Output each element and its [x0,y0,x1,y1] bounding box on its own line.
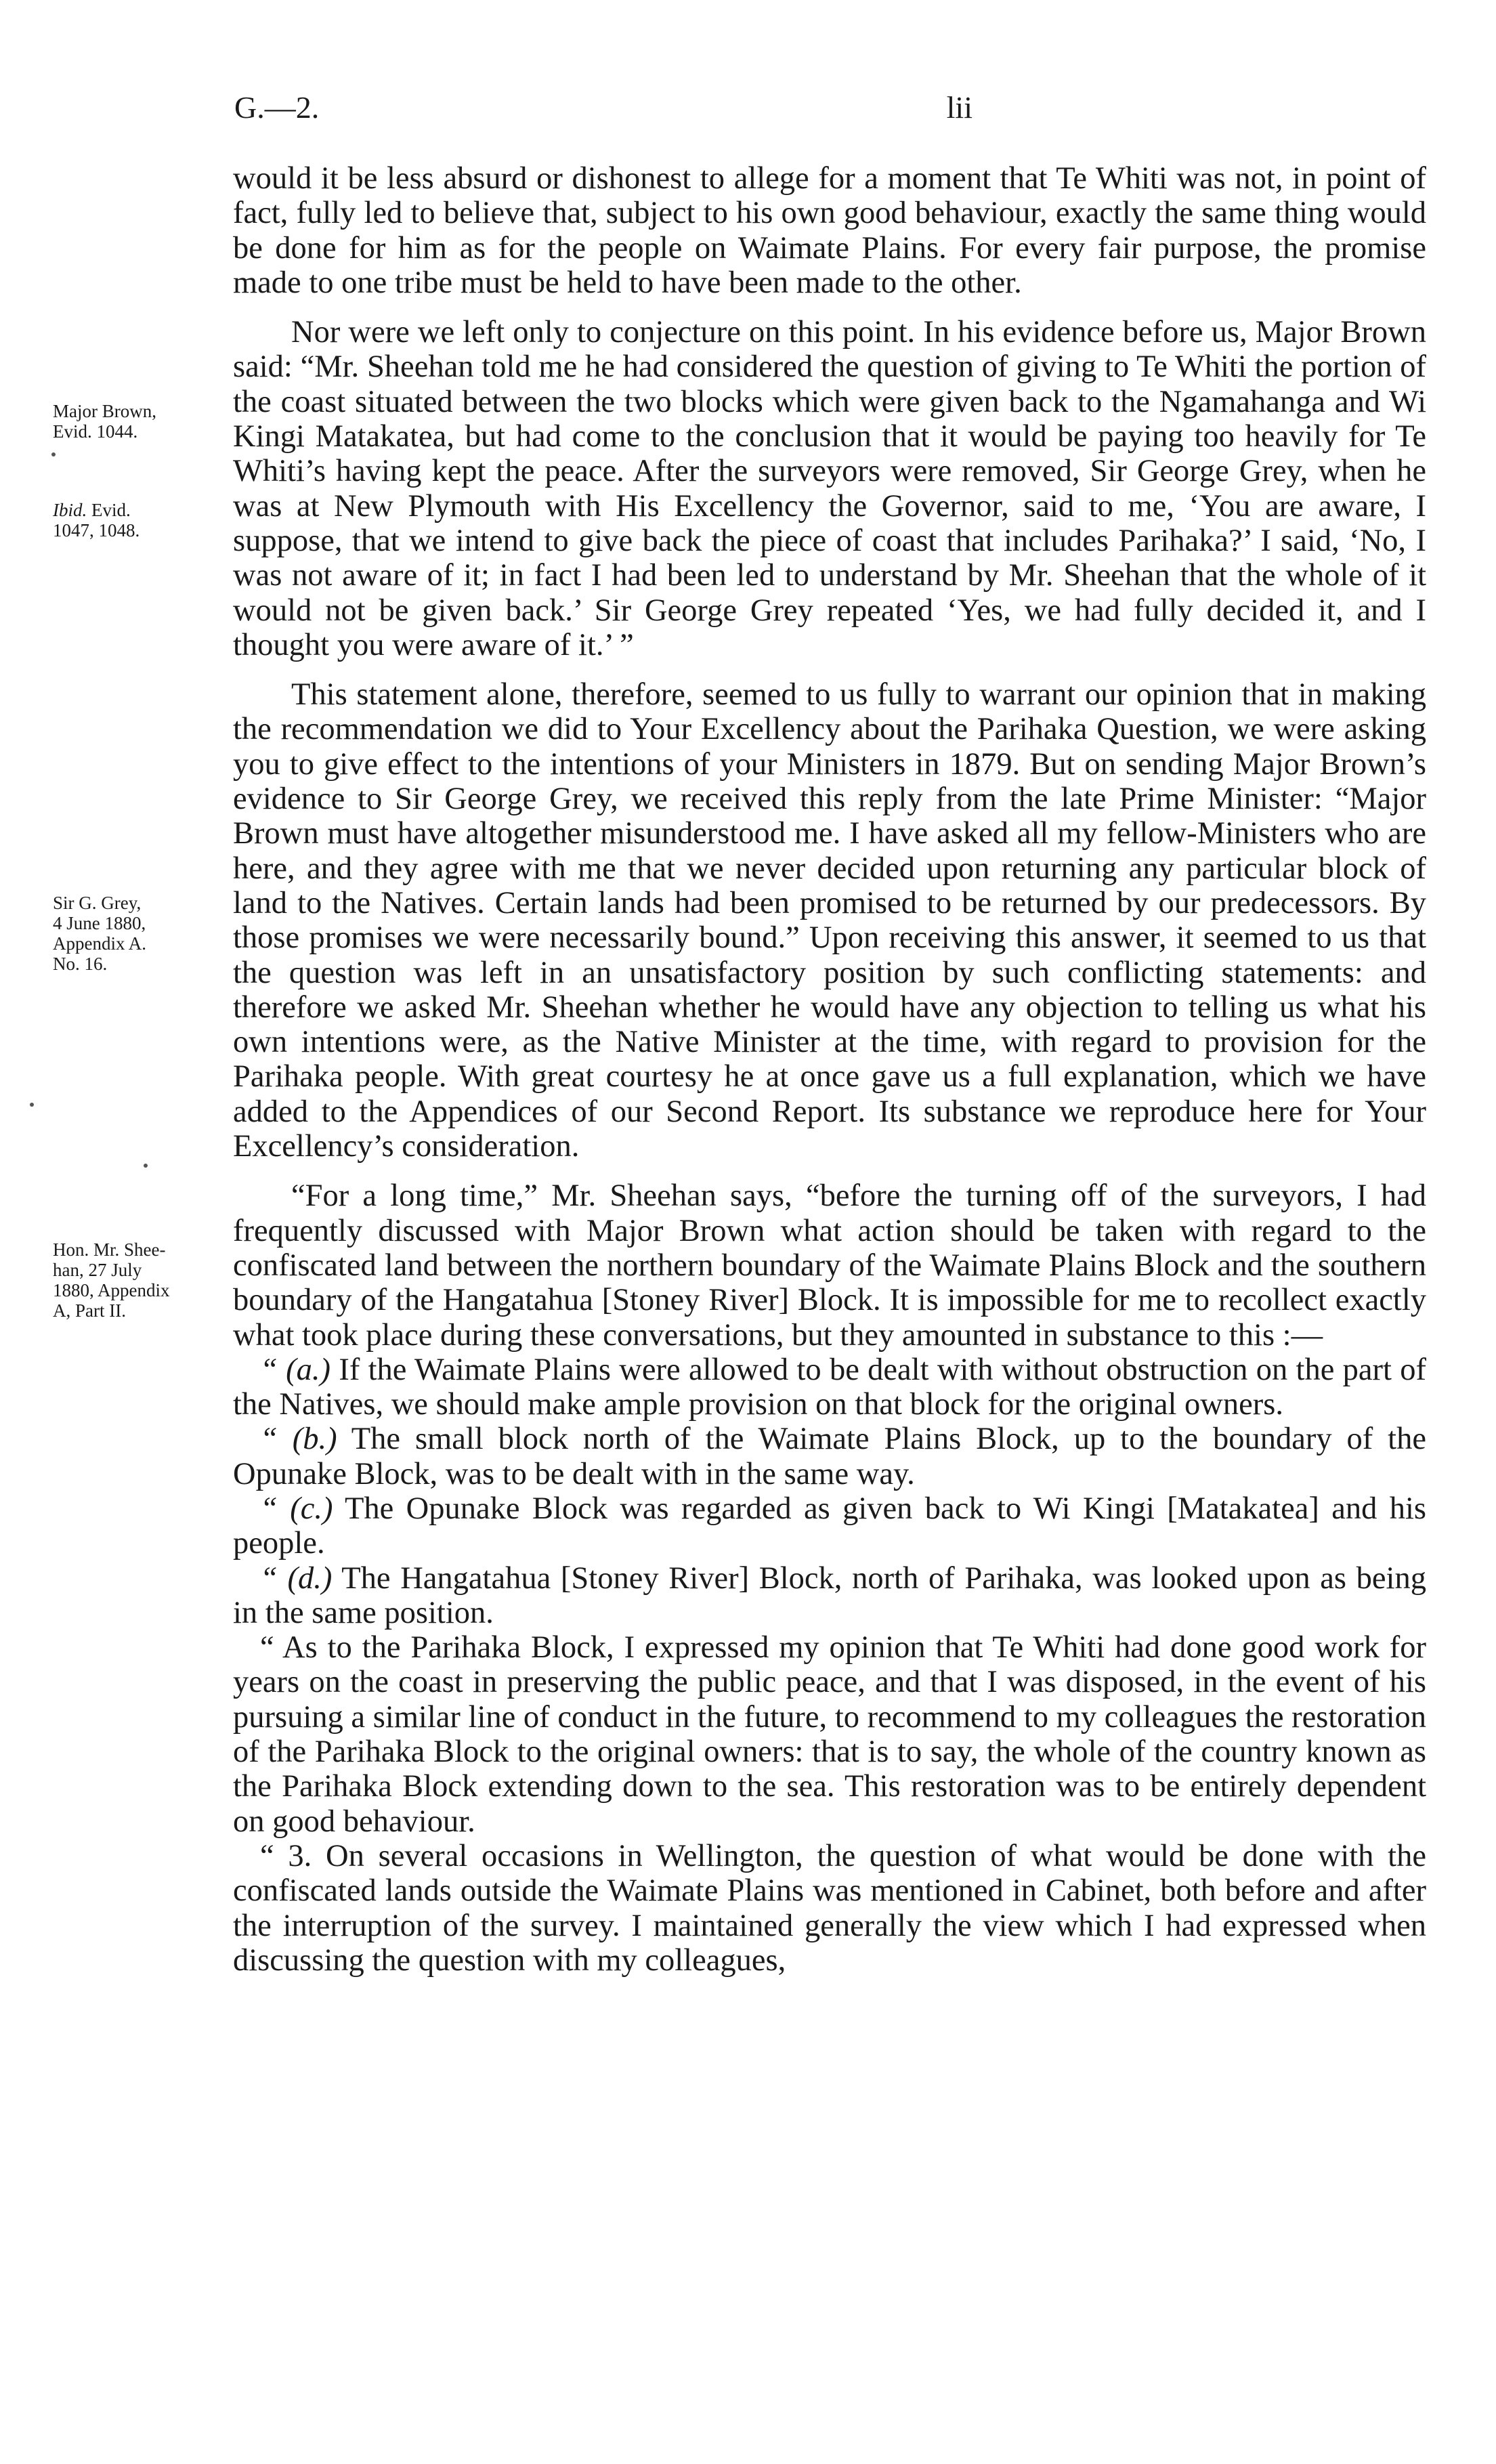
list-item-a [233,1353,1426,1422]
list-label: “ (c.) [260,1491,333,1526]
sidenote-line: No. 16. [53,954,108,974]
sidenote-hon-sheehan [53,1239,215,1321]
paragraph: This statement alone, therefore, seemed to us fully to warrant our opinion that in making the recommendation we did to Your Excellency about the Parihaka Question, we were asking you to give effect to the intentions of your Ministers in 1879. But on sending Major Brown’s evidence to Sir George Grey, we received this reply from the late Prime Minister: “Major Brown must have altogether misunderstood me. I have asked all my fellow-Ministers who are here, and they agree with me that we never decided upon returning any particular block of land to the Natives. Certain lands had been promised to be returned by our predecessors. By those promises we were necessarily bound.” Upon receiving this answer, it seemed to us that the question was left in an unsatisfactory position by such conflicting statements: and therefore we asked Mr. Sheehan whether he would have any objection to telling us what his own intentions were, as the Native Minister at the time, with regard to provision for the Parihaka people. With great courtesy he at once gave us a full explanation, which we have added to the Appendices of our Second Report. Its substance we reproduce here for Your Excellency’s consideration. [233,677,1426,1164]
sidenote-line: 1880, Appendix [53,1280,170,1300]
sidenote-sir-g-grey [53,893,215,974]
list-label: “ (b.) [260,1422,337,1457]
list-text: The Hangatahua [Stoney River] Block, north of Parihaka, was looked upon as being in the same position. [233,1560,1426,1630]
page-header [234,89,1426,130]
page-number: lii [946,90,973,125]
sidenote-major-brown [53,401,215,442]
sidenote-line: Sir G. Grey, [53,893,142,913]
list-item-b [233,1422,1426,1491]
list-item-d [233,1561,1426,1631]
list-text: If the Waimate Plains were allowed to be dealt with without obstruction on the part of the Natives, we should make ample provision on that block for the original owners. [233,1352,1426,1422]
sidenote-line: Major Brown, [53,401,156,421]
sidenote-line [53,500,215,520]
document-reference: G.—2. [234,90,320,125]
list-text: The small block north of the Waimate Plains Block, up to the boundary of the Opunake Block, was to be dealt with in the same way. [233,1422,1426,1491]
sidenote-line: Appendix A. [53,933,146,954]
sidenote-ibid [53,500,215,540]
sidenote-line: 1047, 1048. [53,520,140,540]
paragraph: “ 3. On several occasions in Wellington, the question of what would be done with the confiscated lands outside the Waimate Plains was mentioned in Cabinet, both before and after the interruption of the survey. I maintained generally the view which I had expressed when discussing the question with my colleagues, [233,1838,1426,1978]
list-item-c [233,1491,1426,1561]
paragraph: “For a long time,” Mr. Sheehan says, “before the turning off of the surveyors, I had frequently discussed with Major Brown what action should be taken with regard to the confiscated land between the northern boundary of the Waimate Plains Block and the southern boundary of the Hangatahua [Stoney River] Block. It is impossible for me to recollect exactly what took place during these conversations, but they amounted in substance to this :— [233,1178,1426,1353]
margin-mark [30,1103,34,1107]
sidenote-line: A, Part II. [53,1300,126,1321]
sidenote-italic: Ibid. [53,500,87,520]
list-label: “ (a.) [260,1352,331,1387]
paragraph: would it be less absurd or dishonest to allege for a moment that Te Whiti was not, in point of fact, fully led to believe that, subject to his own good behaviour, exactly the same thing would be done for him as for the people on Waimate Plains. For every fair purpose, the promise made to one tribe must be held to have been made to the other. [233,161,1426,300]
margin-mark [51,452,56,456]
list-label: “ (d.) [260,1560,333,1596]
margin-mark [144,1164,148,1168]
sidenote-text: Evid. [87,500,131,520]
paragraph: “ As to the Parihaka Block, I expressed my opinion that Te Whiti had done good work for years on the coast in preserving the public peace, and that I was disposed, in the event of his pursuing a similar line of conduct in the future, to recommend to my colleagues the restoration of the Parihaka Block to the original owners: that is to say, the whole of the country known as the Parihaka Block extending down to the sea. This restoration was to be entirely dependent on good behaviour. [233,1630,1426,1839]
sidenote-line: 4 June 1880, [53,913,146,933]
paragraph: Nor were we left only to conjecture on this point. In his evidence before us, Major Brown said: “Mr. Sheehan told me he had considered the question of giving to Te Whiti the portion of the coast situated between the two blocks which were given back to the Ngamahanga and Wi Kingi Matakatea, but had come to the conclusion that it would be paying too heavily for Te Whiti’s having kept the peace. After the surveyors were removed, Sir George Grey, when he was at New Plymouth with His Excellency the Governor, said to me, ‘You are aware, I suppose, that we intend to give back the piece of coast that includes Parihaka?’ I said, ‘No, I was not aware of it; in fact I had been led to understand by Mr. Sheehan that the whole of it would not be given back.’ Sir George Grey repeated ‘Yes, we had fully decided it, and I thought you were aware of it.’ ” [233,315,1426,662]
sidenote-line: Evid. 1044. [53,421,138,442]
main-text [233,161,1426,1978]
sidenote-line: han, 27 July [53,1260,142,1280]
list-text: The Opunake Block was regarded as given back to Wi Kingi [Matakatea] and his people. [233,1491,1426,1561]
sidenote-line: Hon. Mr. Shee- [53,1239,166,1260]
